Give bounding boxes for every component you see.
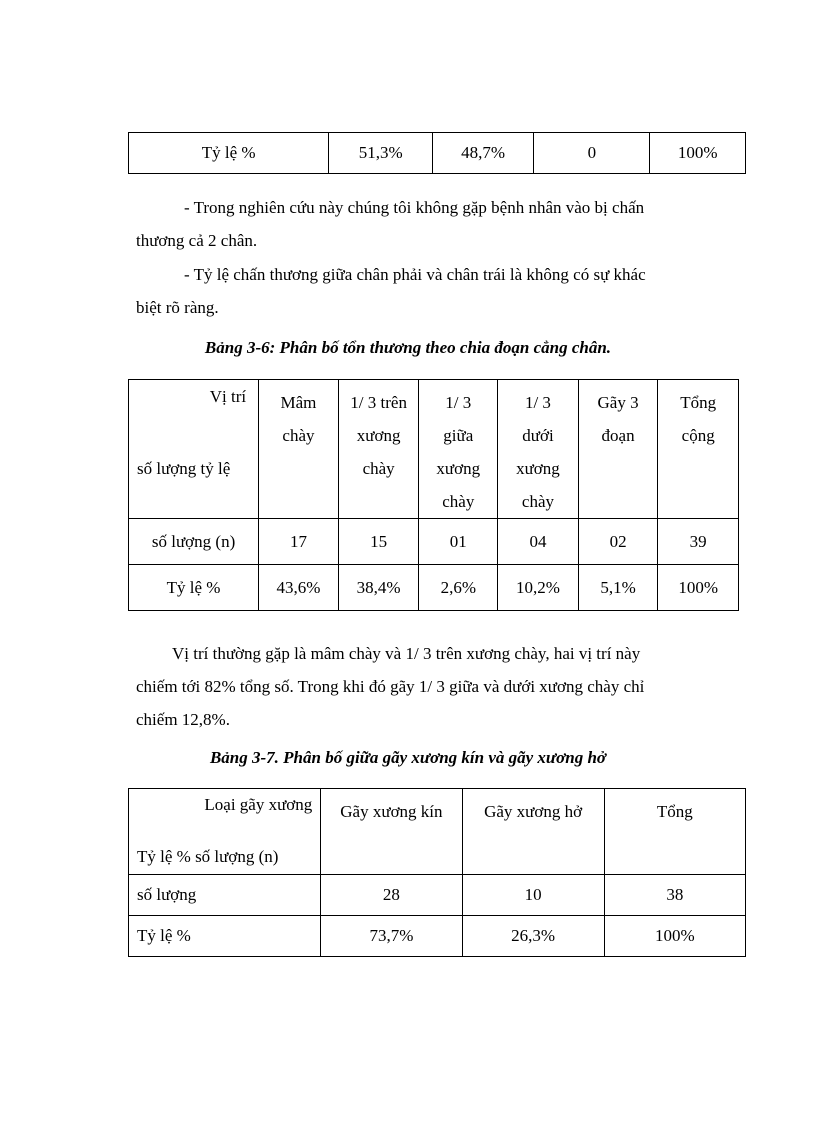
- column-header: 1/ 3 giữa xương chày: [419, 380, 498, 519]
- table-cell: 48,7%: [432, 133, 534, 174]
- table-cell: 100%: [658, 565, 739, 611]
- paragraph-left-right: - Tỷ lệ chấn thương giữa chân phải và chân trái là không có sự khác biệt rõ ràng.: [136, 265, 646, 317]
- column-header: Tổng cộng: [658, 380, 739, 519]
- table-cell: 02: [578, 519, 658, 565]
- corner-label-top: Loại gãy xương: [204, 795, 313, 814]
- table-cell: 5,1%: [578, 565, 658, 611]
- paragraph-common-location: Vị trí thường gặp là mâm chày và 1/ 3 trên xương chày, hai vị trí này chiếm tới 82% tổng số. Trong khi đó gãy 1/ 3 giữa và dưới xương chày chỉ chiếm 12,8%.: [136, 644, 645, 729]
- table-cell: 39: [658, 519, 739, 565]
- corner-header-cell: [129, 789, 321, 875]
- row-label: Tỷ lệ %: [129, 916, 321, 957]
- column-header: Mâm chày: [259, 380, 339, 519]
- table-cell: 01: [419, 519, 498, 565]
- table-cell: 2,6%: [419, 565, 498, 611]
- row-label: Tỷ lệ %: [129, 565, 259, 611]
- table-cell: 17: [259, 519, 339, 565]
- row-label: số lượng: [129, 875, 321, 916]
- corner-label-bottom: Tỷ lệ % số lượng (n): [137, 847, 279, 866]
- corner-label-bottom: số lượng tỷ lệ: [137, 459, 231, 478]
- table-cell: 38: [604, 875, 745, 916]
- column-header: 1/ 3 dưới xương chày: [498, 380, 579, 519]
- table-caption-3-6: Bảng 3-6: Phân bố tổn thương theo chia đoạn cẳng chân.: [204, 338, 612, 357]
- paragraph-no-bilateral: - Trong nghiên cứu này chúng tôi không gặp bệnh nhân vào bị chấn thương cả 2 chân.: [136, 198, 645, 250]
- table-cell: 43,6%: [259, 565, 339, 611]
- table-header-row: [129, 789, 746, 875]
- corner-label-top: Vị trí: [209, 387, 247, 406]
- table-ratio-continued: [128, 132, 746, 174]
- table-row: [129, 565, 739, 611]
- table-cell: 51,3%: [329, 133, 432, 174]
- table-cell: 28: [321, 875, 462, 916]
- table-cell: 10,2%: [498, 565, 579, 611]
- corner-header-cell: [129, 380, 259, 519]
- table-header-row: [129, 380, 739, 519]
- table-row: [129, 916, 746, 957]
- table-cell: 15: [338, 519, 419, 565]
- table-row: [129, 519, 739, 565]
- column-header: Gãy 3 đoạn: [578, 380, 658, 519]
- table-cell: 26,3%: [462, 916, 604, 957]
- table-cell: 04: [498, 519, 579, 565]
- table-3-6: [128, 379, 739, 611]
- table-row: [129, 133, 746, 174]
- column-header: Gãy xương hở: [462, 789, 604, 875]
- table-cell: 100%: [604, 916, 745, 957]
- table-row: [129, 875, 746, 916]
- table-cell: 10: [462, 875, 604, 916]
- table-cell: 73,7%: [321, 916, 462, 957]
- column-header: Tổng: [604, 789, 745, 875]
- table-caption-3-7: Bảng 3-7. Phân bố giữa gãy xương kín và gãy xương hở: [209, 748, 607, 767]
- table-cell: Tỷ lệ %: [129, 133, 329, 174]
- table-cell: 100%: [650, 133, 746, 174]
- column-header: Gãy xương kín: [321, 789, 462, 875]
- column-header: 1/ 3 trên xương chày: [338, 380, 419, 519]
- table-3-7: [128, 788, 746, 957]
- table-cell: 0: [534, 133, 650, 174]
- table-cell: 38,4%: [338, 565, 419, 611]
- row-label: số lượng (n): [129, 519, 259, 565]
